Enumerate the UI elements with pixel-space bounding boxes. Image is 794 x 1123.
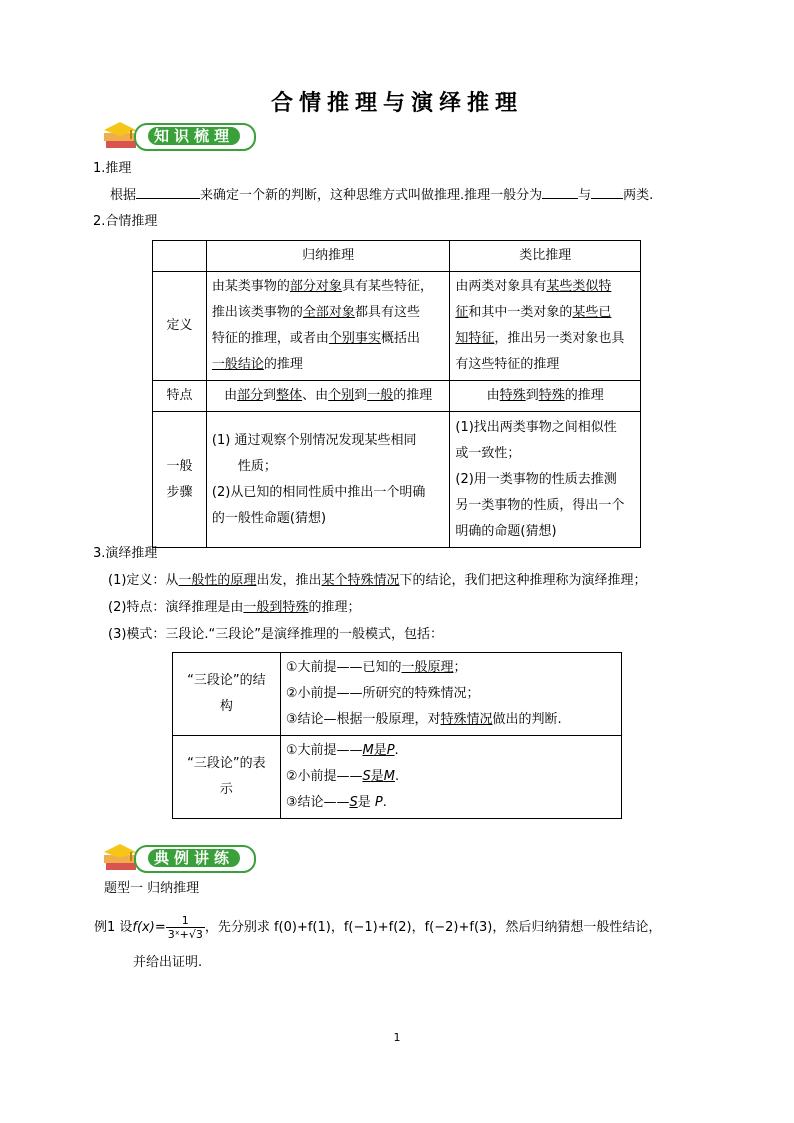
section-badge-knowledge [100,120,270,150]
deductive-mode: (3)模式：三段论.“三段论”是演绎推理的一般模式，包括： [108,627,444,642]
table-row-steps [153,412,641,548]
fraction: $\frac{1}{\text{3ˣ+√3}}$ [167,914,203,941]
syllogism-structure-content: ①大前提——已知的一般原理； ②小前提——所研究的特殊情况； ③结论—根据一般原理，对特殊情况做出的判断. [280,653,621,736]
syllogism-representation-label: “三段论”的表 示 [173,736,281,819]
deductive-features: (2)特点：演绎推理是由一般到特殊的推理； [108,600,361,615]
page-number: 1 [393,1031,401,1044]
example-1: 例1 设f(x)= $\frac{1}{\text{3ˣ+√3}}$ ，先分别求 f(0)+f(1)，f(−1)+f(2)，f(−2)+f(3)，然后归纳猜想一般性结论， [94,914,662,941]
reasoning-paragraph: 根据 来确定一个新的判断，这种思维方式叫做推理.推理一般分为 与 两类. [110,188,654,203]
row-label-steps: 一般 步骤 [153,412,207,548]
syllogism-row-structure [173,653,622,736]
col-header-analogical: 类比推理 [450,241,641,272]
syllogism-table [172,652,622,819]
features-inductive: 由部分到整体、由个别到一般的推理 [206,381,449,412]
heading-plausible-reasoning: 2.合情推理 [93,214,158,229]
definition-inductive: 由某类事物的部分对象具有某些特征， 推出该类事物的全部对象都具有这些 特征的推理，或者由个别事实概括出 一般结论的推理 [206,272,449,381]
steps-inductive: (1) 通过观察个别情况发现某些相同 性质； (2)从已知的相同性质中推出一个明确 的一般性命题(猜想) [206,412,449,548]
syllogism-representation-content: ①大前提——M是P. ②小前提——S是M. ③结论——S是 P. [280,736,621,819]
table-row-definition [153,272,641,381]
syllogism-row-representation [173,736,622,819]
section-badge-label: 典例讲练 [148,849,240,867]
definition-analogical: 由两类对象具有某些类似特 征和其中一类对象的某些已 知特征，推出另一类对象也具 有这些特征的推理 [450,272,641,381]
heading-reasoning: 1.推理 [93,161,132,176]
question-type-heading: 题型一 归纳推理 [104,881,200,896]
table-header-row [153,241,641,272]
features-analogical: 由特殊到特殊的推理 [450,381,641,412]
section-badge-label: 知识梳理 [148,127,240,145]
table-row-features [153,381,641,412]
plausible-reasoning-table [152,240,641,548]
page-title: 合情推理与演绎推理 [270,90,523,116]
syllogism-structure-label: “三段论”的结 构 [173,653,281,736]
col-header-inductive: 归纳推理 [206,241,449,272]
example-1-line2: 并给出证明. [133,955,203,970]
steps-analogical: (1)找出两类事物之间相似性 或一致性； (2)用一类事物的性质去推测 另一类事物的性质，得出一个 明确的命题(猜想) [450,412,641,548]
section-badge-examples [100,842,270,872]
row-label-definition: 定义 [153,272,207,381]
heading-deductive-reasoning: 3.演绎推理 [93,546,158,561]
deductive-definition: (1)定义：从一般性的原理出发，推出某个特殊情况下的结论，我们把这种推理称为演绎推理； [108,573,647,588]
row-label-features: 特点 [153,381,207,412]
